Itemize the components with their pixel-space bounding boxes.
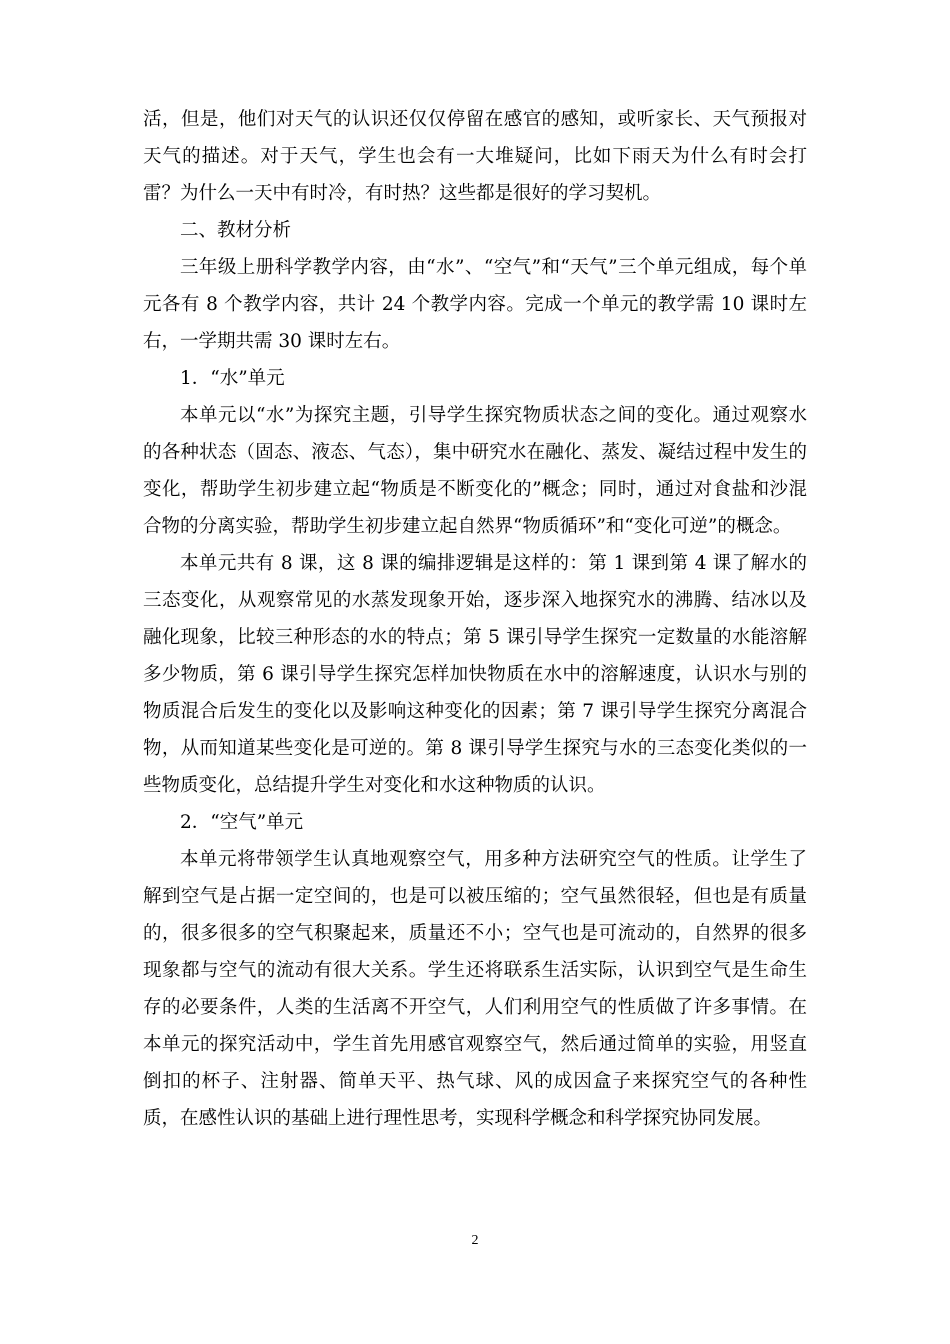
paragraph-water-unit-intro: 本单元以“水”为探究主题，引导学生探究物质状态之间的变化。通过观察水的各种状态（固态、液态、气态），集中研究水在融化、蒸发、凝结过程中发生的变化，帮助学生初步建立起“物质是不断变化的”概念；同时，通过对食盐和沙混合物的分离实验，帮助学生初步建立起自然界“物质循环”和“变化可逆”的概念。 [143,405,807,537]
subheading-water-unit: 1．“水”单元 [180,368,285,389]
subheading-air-unit: 2．“空气”单元 [180,812,304,833]
paragraph-air-unit: 本单元将带领学生认真地观察空气，用多种方法研究空气的性质。让学生了解到空气是占据一定空间的，也是可以被压缩的；空气虽然很轻，但也是有质量的，很多很多的空气积聚起来，质量还不小；空气也是可流动的，自然界的很多现象都与空气的流动有很大关系。学生还将联系生活实际，认识到空气是生命生存的必要条件，人类的生活离不开空气，人们利用空气的性质做了许多事情。在本单元的探究活动中，学生首先用感官观察空气，然后通过简单的实验，用竖直倒扣的杯子、注射器、简单天平、热气球、风的成因盒子来探究空气的各种性质，在感性认识的基础上进行理性思考，实现科学概念和科学探究协同发展。 [143,849,807,1129]
page-body [143,101,807,1137]
paragraph-overview: 三年级上册科学教学内容，由“水”、“空气”和“天气”三个单元组成，每个单元各有 8 个教学内容，共计 24 个教学内容。完成一个单元的教学需 10 课时左右，一学期共需 30 课时左右。 [143,257,807,352]
paragraph-continuation: 活，但是，他们对天气的认识还仅仅停留在感官的感知，或听家长、天气预报对天气的描述。对于天气，学生也会有一大堆疑问，比如下雨天为什么有时会打雷？为什么一天中有时冷，有时热？这些都是很好的学习契机。 [143,109,807,204]
page-number: 2 [471,1233,479,1248]
paragraph-water-unit-lessons: 本单元共有 8 课，这 8 课的编排逻辑是这样的：第 1 课到第 4 课了解水的三态变化，从观察常见的水蒸发现象开始，逐步深入地探究水的沸腾、结冰以及融化现象，比较三种形态的水的特点；第 5 课引导学生探究一定数量的水能溶解多少物质，第 6 课引导学生探究怎样加快物质在水中的溶解速度，认识水与别的物质混合后发生的变化以及影响这种变化的因素；第 7 课引导学生探究分离混合物，从而知道某些变化是可逆的。第 8 课引导学生探究与水的三态变化类似的一些物质变化，总结提升学生对变化和水这种物质的认识。 [143,553,807,796]
section-heading-textbook-analysis: 二、教材分析 [180,220,292,241]
